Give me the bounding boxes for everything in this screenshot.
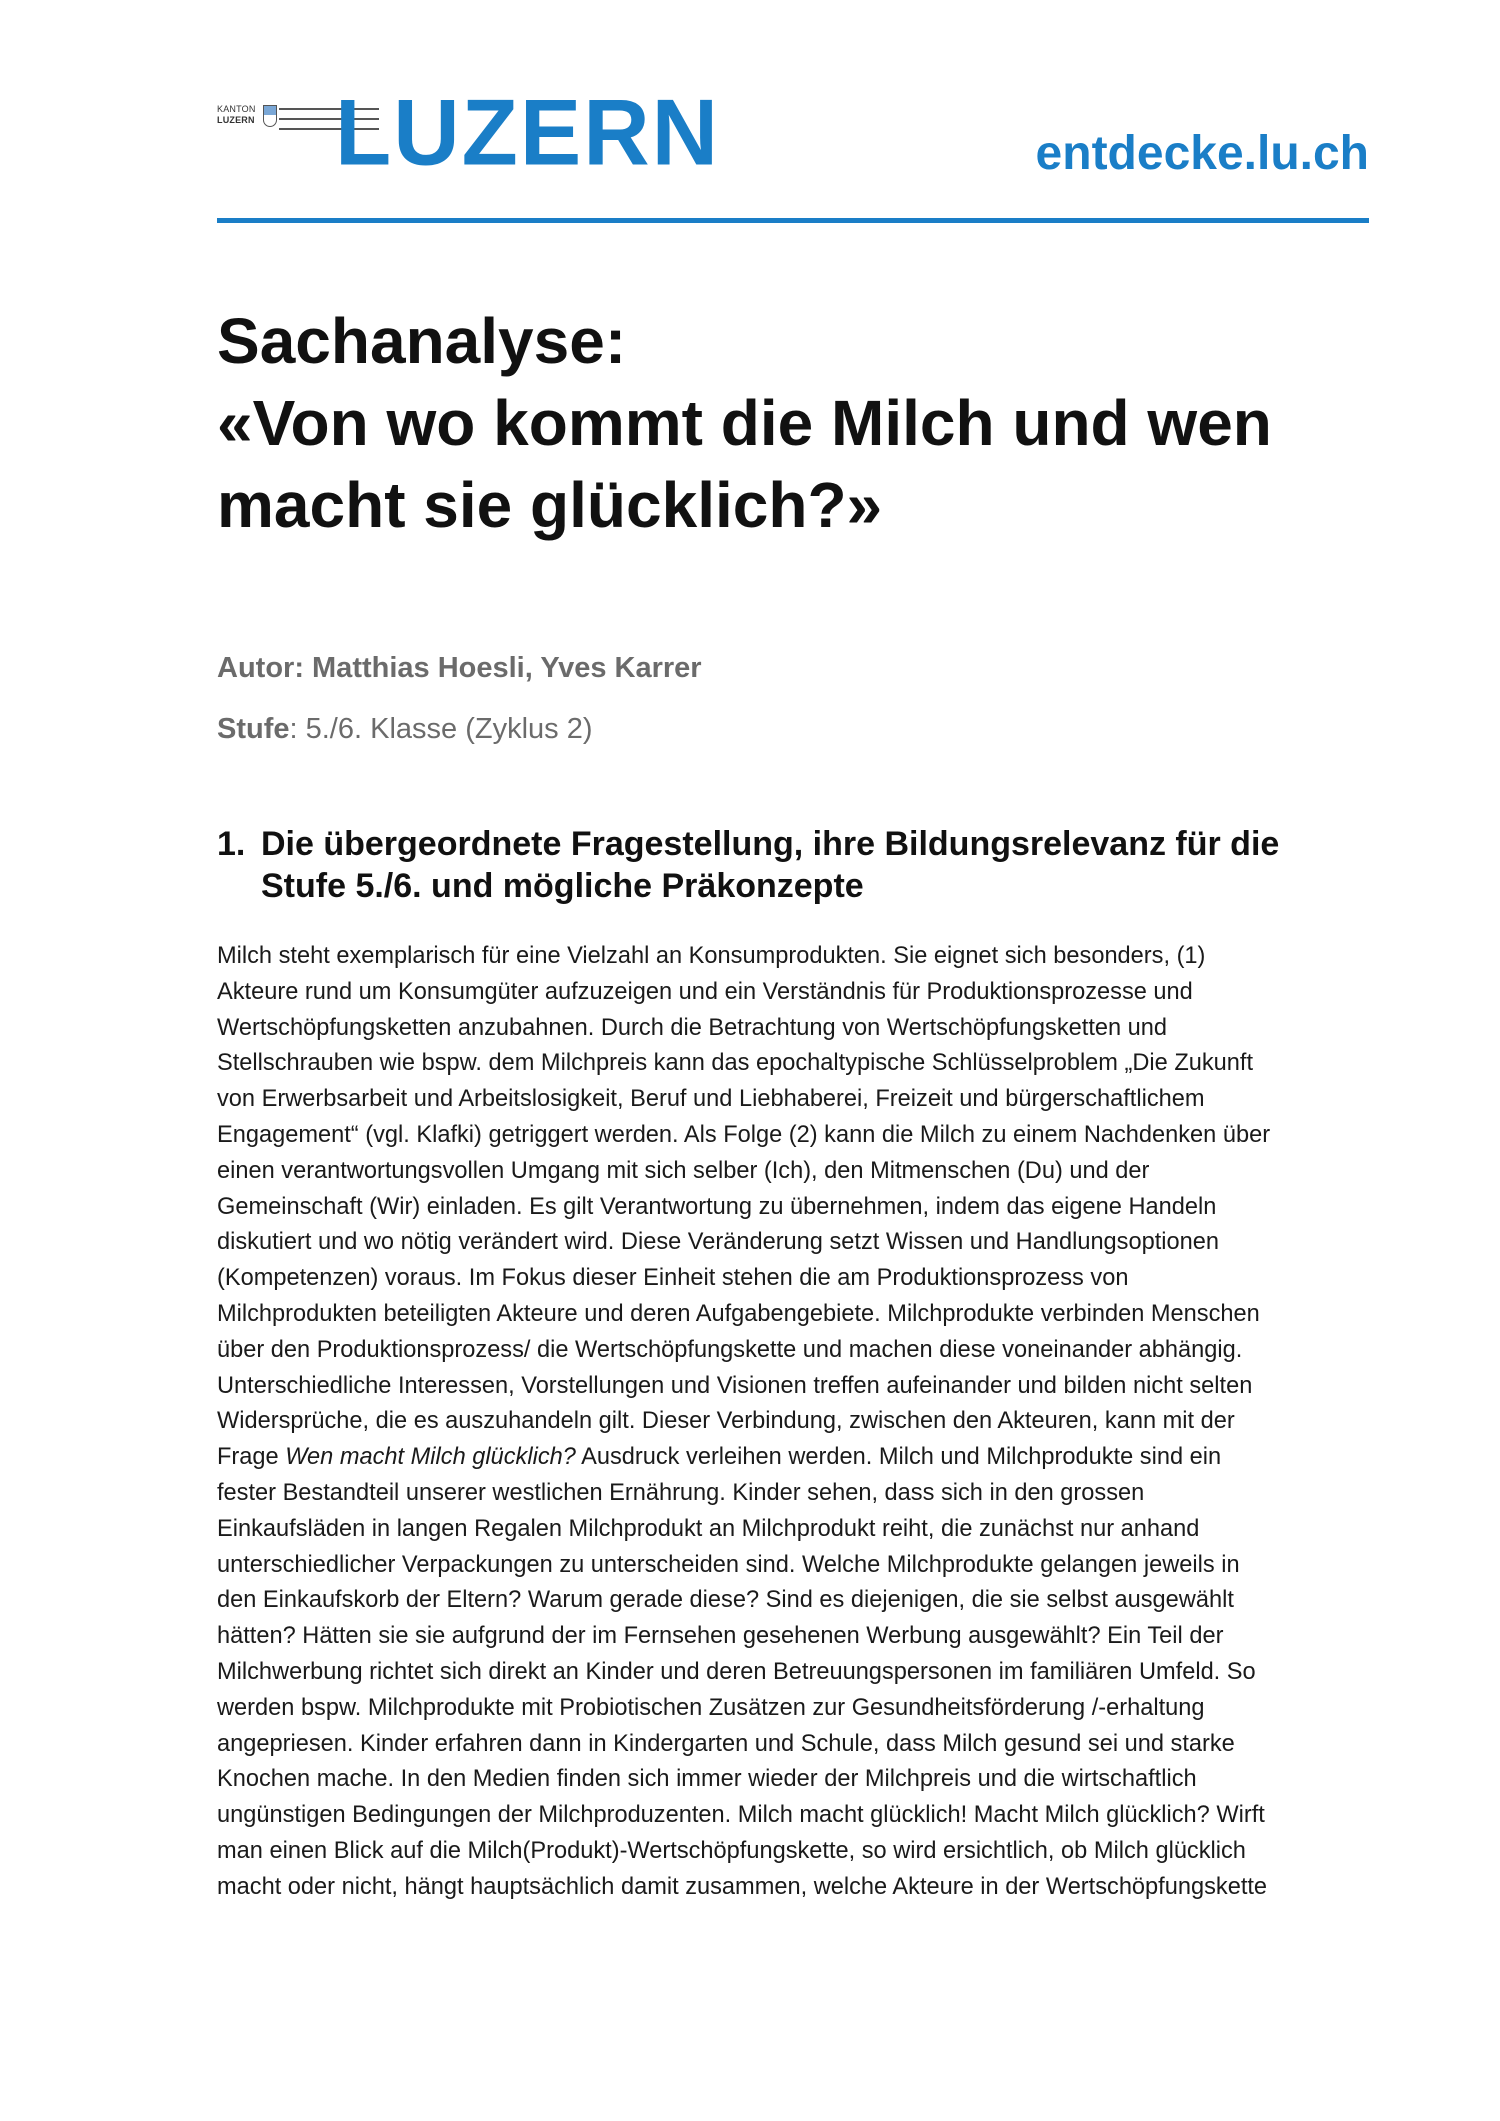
body-line: den Einkaufskorb der Eltern? Warum gerade diese? Sind es diejenigen, die sie selbst ausgewählt [217,1587,1234,1614]
body-line: einen verantwortungsvollen Umgang mit sich selber (Ich), den Mitmenschen (Du) und der [217,1157,1150,1184]
body-line: Milchprodukten beteiligten Akteure und deren Aufgabengebiete. Milchprodukte verbinden Menschen [217,1300,1260,1327]
body-line: man einen Blick auf die Milch(Produkt)-Wertschöpfungskette, so wird ersichtlich, ob Milch glücklich [217,1837,1246,1864]
body-line: hätten? Hätten sie sie aufgrund der im Fernsehen gesehenen Werbung ausgewählt? Ein Teil der [217,1623,1224,1650]
body-line: Widersprüche, die es auszuhandeln gilt. Dieser Verbindung, zwischen den Akteuren, kann mit der [217,1408,1235,1435]
body-line: ungünstigen Bedingungen der Milchproduzenten. Milch macht glücklich! Macht Milch glücklich? Wirft [217,1802,1265,1829]
body-line: Akteure rund um Konsumgüter aufzuzeigen und ein Verständnis für Produktionsprozesse und [217,978,1193,1005]
body-line: von Erwerbsarbeit und Arbeitslosigkeit, Beruf und Liebhaberei, Freizeit und bürgerschaftlichem [217,1086,1205,1113]
body-line: angepriesen. Kinder erfahren dann in Kindergarten und Schule, dass Milch gesund sei und starke [217,1730,1235,1757]
level-line: Stufe: 5./6. Klasse (Zyklus 2) [217,713,593,745]
kanton-luzern-logo [217,80,767,186]
body-line: über den Produktionsprozess/ die Wertschöpfungskette und machen diese voneinander abhängig. [217,1336,1243,1363]
body-line: Knochen mache. In den Medien finden sich immer wieder der Milchpreis und die wirtschaftlich [217,1766,1197,1793]
body-line: Gemeinschaft (Wir) einladen. Es gilt Verantwortung zu übernehmen, indem das eigene Handeln [217,1193,1217,1220]
body-line: Frage Wen macht Milch glücklich? Ausdruck verleihen werden. Milch und Milchprodukte sind ein [217,1444,1222,1471]
body-line: Unterschiedliche Interessen, Vorstellungen und Visionen treffen aufeinander und bilden nicht selten [217,1372,1253,1399]
section-number: 1. [217,825,246,863]
logo-small-text: KANTON LUZERN [217,104,256,125]
page-title: Sachanalyse: «Von wo kommt die Milch und wen macht sie glücklich?» [217,305,1272,541]
body-line: Milch steht exemplarisch für eine Vielzahl an Konsumprodukten. Sie eignet sich besonders, (1) [217,943,1206,969]
body-line: Milchwerbung richtet sich direkt an Kinder und deren Betreuungspersonen im familiären Umfeld. So [217,1658,1256,1685]
body-line: Wertschöpfungsketten anzubahnen. Durch die Betrachtung von Wertschöpfungsketten und [217,1014,1168,1041]
section-heading-text: Die übergeordnete Fragestellung, ihre Bildungsrelevanz für die Stufe 5./6. und mögliche Präkonzepte [261,825,1280,905]
body-line: Engagement“ (vgl. Klafki) getriggert werden. Als Folge (2) kann die Milch zu einem Nachdenken über [217,1121,1271,1148]
header-divider [217,218,1369,223]
body-line: Einkaufsläden in langen Regalen Milchprodukt an Milchprodukt reiht, die zunächst nur anhand [217,1515,1200,1542]
body-line: fester Bestandteil unserer westlichen Ernährung. Kinder sehen, dass sich in den grossen [217,1479,1145,1506]
body-line: unterschiedlicher Verpackungen zu unterscheiden sind. Welche Milchprodukte gelangen jeweils in [217,1551,1240,1578]
body-line: (Kompetenzen) voraus. Im Fokus dieser Einheit stehen die am Produktionsprozess von [217,1265,1129,1292]
body-line: werden bspw. Milchprodukte mit Probiotischen Zusätzen zur Gesundheitsförderung /-erhaltung [217,1694,1205,1721]
author-line: Autor: Matthias Hoesli, Yves Karrer [217,652,702,684]
section-heading [217,823,1367,907]
body-text [217,939,1367,1906]
italic-question: Wen macht Milch glücklich? [285,1444,576,1471]
crest-icon [263,105,277,127]
website-label: entdecke.lu.ch [1035,127,1369,180]
body-line: diskutiert und wo nötig verändert wird. Diese Veränderung setzt Wissen und Handlungsoptionen [217,1229,1220,1256]
body-line: macht oder nicht, hängt hauptsächlich damit zusammen, welche Akteure in der Wertschöpfungskette [217,1873,1268,1900]
page-header [217,80,1369,230]
body-line: Stellschrauben wie bspw. dem Milchpreis kann das epochaltypische Schlüsselproblem „Die Zukunft [217,1050,1254,1077]
logo-wordmark: LUZERN [335,80,721,186]
